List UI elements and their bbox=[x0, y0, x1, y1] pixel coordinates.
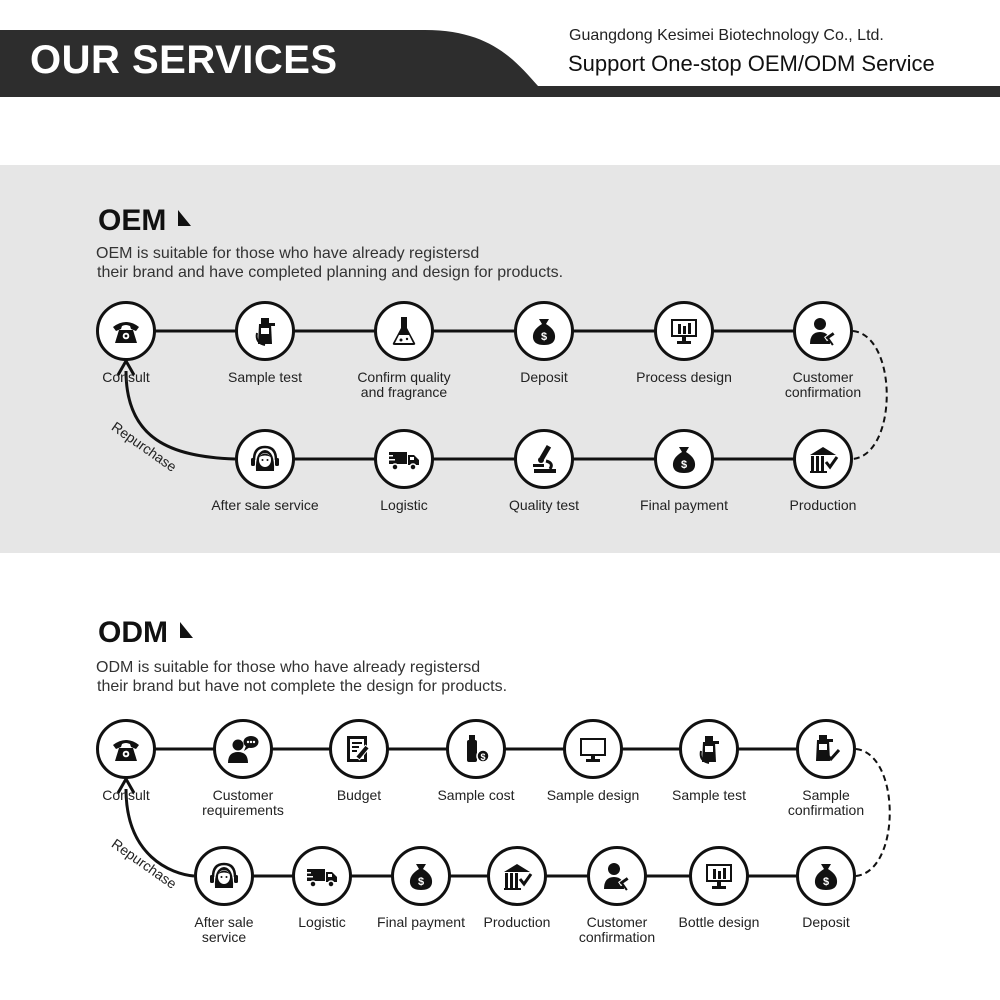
money-bag-icon bbox=[405, 860, 437, 892]
factory-check-icon bbox=[501, 860, 533, 892]
odm-title: ODM bbox=[98, 616, 168, 649]
odm-step-label: Sample confirmation bbox=[787, 787, 865, 818]
odm-step-node bbox=[446, 719, 506, 779]
odm-step-node bbox=[796, 846, 856, 906]
oem-title: OEM bbox=[98, 204, 167, 237]
person-chat-icon bbox=[227, 733, 259, 765]
odm-step-label: Sample cost bbox=[437, 787, 515, 803]
odm-step-label: Budget bbox=[336, 787, 382, 803]
odm-step-node bbox=[329, 719, 389, 779]
odm-step-node bbox=[194, 846, 254, 906]
oem-step-label: Logistic bbox=[380, 497, 428, 513]
svg-text:$: $ bbox=[540, 331, 548, 343]
oem-step-label: Sample test bbox=[228, 369, 302, 385]
oem-step-label: Final payment bbox=[640, 497, 728, 513]
odm-step-node bbox=[391, 846, 451, 906]
odm-step-label: Bottle design bbox=[678, 914, 760, 930]
test-bottle-icon bbox=[693, 733, 725, 765]
service-tagline: Support One-stop OEM/ODM Service bbox=[568, 51, 935, 76]
company-name: Guangdong Kesimei Biotechnology Co., Ltd. bbox=[569, 27, 884, 44]
oem-step-label: Quality test bbox=[508, 497, 580, 513]
odm-step-label: Production bbox=[483, 914, 551, 930]
odm-step-label: Sample design bbox=[546, 787, 640, 803]
document-pencil-icon bbox=[343, 733, 375, 765]
odm-step-node bbox=[487, 846, 547, 906]
odm-step-label: Final payment bbox=[377, 914, 465, 930]
sample-check-icon bbox=[810, 733, 842, 765]
odm-step-label: Sample test bbox=[672, 787, 746, 803]
headset-agent-icon bbox=[208, 860, 240, 892]
odm-step-node bbox=[796, 719, 856, 779]
svg-text:$: $ bbox=[417, 876, 425, 888]
svg-text:$: $ bbox=[480, 752, 486, 762]
odm-step-node bbox=[213, 719, 273, 779]
odm-desc-line-2: their brand but have not complete the design for products. bbox=[97, 678, 508, 695]
odm-step-node bbox=[587, 846, 647, 906]
bottle-coin-icon bbox=[460, 733, 492, 765]
money-bag-icon bbox=[810, 860, 842, 892]
odm-step-node bbox=[563, 719, 623, 779]
customer-gavel-icon bbox=[601, 860, 633, 892]
odm-step-label: Consult bbox=[102, 787, 150, 803]
odm-step-node bbox=[96, 719, 156, 779]
truck-icon bbox=[306, 860, 338, 892]
oem-desc-line-1: OEM is suitable for those who have already registersd bbox=[96, 245, 480, 262]
odm-repurchase-label: Repurchase bbox=[108, 835, 180, 892]
odm-step-label: Customer requirements bbox=[202, 787, 284, 818]
oem-repurchase-label: Repurchase bbox=[108, 418, 180, 475]
oem-desc-line-2: their brand and have completed planning and design for products. bbox=[97, 264, 564, 281]
odm-step-label: Logistic bbox=[298, 914, 346, 930]
oem-step-label: Customer confirmation bbox=[784, 369, 862, 400]
odm-step-label: After sale service bbox=[194, 914, 254, 945]
odm-step-label: Deposit bbox=[802, 914, 850, 930]
oem-step-label: After sale service bbox=[211, 497, 319, 513]
oem-step-label: Process design bbox=[636, 369, 732, 385]
telephone-icon bbox=[110, 733, 142, 765]
odm-step-node bbox=[679, 719, 739, 779]
oem-step-label: Deposit bbox=[520, 369, 568, 385]
monitor-bottles-icon bbox=[703, 860, 735, 892]
odm-step-node bbox=[292, 846, 352, 906]
odm-step-label: Customer confirmation bbox=[578, 914, 656, 945]
oem-step-label: Consult bbox=[102, 369, 150, 385]
oem-step-label: Confirm quality and fragrance bbox=[357, 369, 451, 400]
oem-step-label: Production bbox=[789, 497, 857, 513]
odm-desc-line-1: ODM is suitable for those who have already registersd bbox=[96, 659, 481, 676]
svg-text:$: $ bbox=[680, 459, 688, 471]
svg-text:$: $ bbox=[822, 876, 830, 888]
page-title: OUR SERVICES bbox=[30, 38, 338, 82]
odm-step-node bbox=[689, 846, 749, 906]
monitor-icon bbox=[577, 733, 609, 765]
